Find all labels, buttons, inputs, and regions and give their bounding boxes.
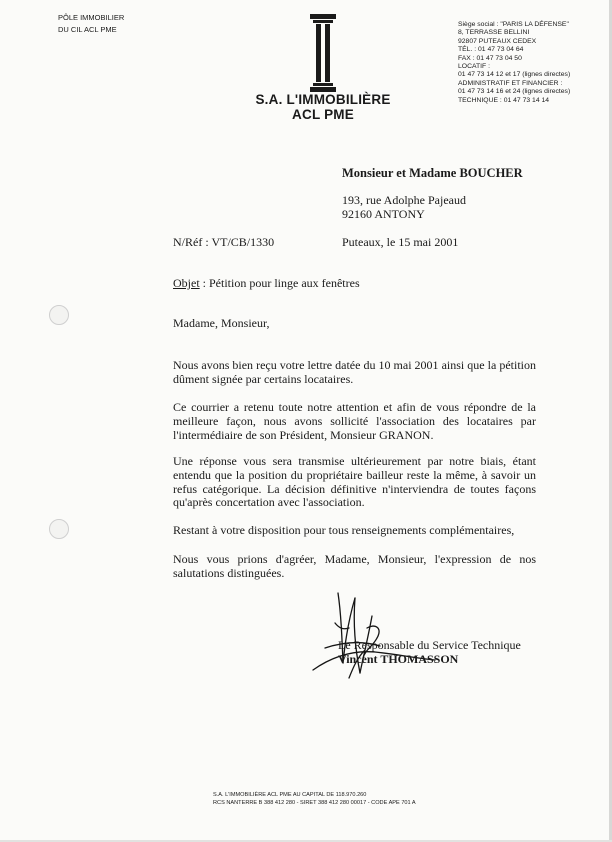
- paragraph-line: l'intermédiaire de son Président, Monsieur GRANON.: [173, 427, 434, 442]
- header-right-line: Siège social : "PARIS LA DÉFENSE": [458, 21, 569, 28]
- paragraph-line: Ce courrier a retenu toute notre attention et afin de vous répondre de la: [173, 400, 536, 414]
- paragraph-line: qu'après concertation avec l'association.: [173, 495, 365, 510]
- company-line1: S.A. L'IMMOBILIÈRE: [255, 92, 391, 107]
- header-left-line1: PÔLE IMMOBILIER: [58, 13, 125, 22]
- paragraph-4: [173, 524, 536, 538]
- subject-label: Objet: [173, 276, 200, 290]
- paragraph-1: [173, 359, 536, 387]
- paragraph-line: refus catégorique. La décision définitive n'interviendra de toutes façons: [173, 481, 536, 496]
- recipient-address-line1: 193, rue Adolphe Pajeaud: [342, 193, 466, 207]
- reference: N/Réf : VT/CB/1330: [173, 235, 275, 249]
- subject-line: [173, 276, 360, 291]
- paragraph-5: [173, 553, 536, 581]
- footer-line2: RCS NANTERRE B 388 412 280 - SIRET 388 412 280 00017 - CODE APE 701 A: [213, 800, 416, 806]
- header-left-block: [58, 12, 124, 36]
- header-right-line: ADMINISTRATIF ET FINANCIER :: [458, 79, 563, 87]
- paragraph-line: entendu que la position du propriétaire bailleur reste la même, à savoir un: [173, 467, 536, 482]
- paragraph-line: salutations distinguées.: [173, 565, 285, 580]
- signatory-title: Le Responsable du Service Technique: [338, 638, 521, 652]
- header-right-line: TÉL. : 01 47 73 04 64: [458, 46, 524, 54]
- paragraph-3: [173, 455, 536, 510]
- paragraph-line: Nous avons bien reçu votre lettre datée du 10 mai 2001 ainsi que la pétition: [173, 358, 536, 372]
- header-right-line: TECHNIQUE : 01 47 73 14 14: [458, 96, 550, 104]
- paragraph-2: [173, 401, 536, 442]
- signatory-name: Vincent THOMASSON: [338, 652, 459, 666]
- subject-text: : Pétition pour linge aux fenêtres: [199, 276, 360, 290]
- company-line2: ACL PME: [292, 107, 354, 122]
- header-right-line: 92807 PUTEAUX CEDEX: [458, 37, 537, 45]
- header-right-line: 01 47 73 14 12 et 17 (lignes directes): [458, 71, 571, 79]
- header-left-line2: DU CIL ACL PME: [58, 25, 117, 34]
- header-right-line: 01 47 73 14 16 et 24 (lignes directes): [458, 88, 571, 96]
- punch-hole-bottom: [49, 519, 69, 539]
- header-right-block: [458, 21, 570, 105]
- footer: [213, 791, 416, 807]
- paragraph-line: Une réponse vous sera transmise ultérieurement par notre biais, étant: [173, 454, 536, 468]
- paragraph-line: Restant à votre disposition pour tous renseignements complémentaires,: [173, 523, 515, 537]
- header-right-line: FAX : 01 47 73 04 50: [458, 54, 522, 62]
- header-right-line: LOCATIF :: [458, 63, 490, 71]
- punch-hole-top: [49, 305, 69, 325]
- header-right-line: 8, TERRASSE BELLINI: [458, 29, 530, 37]
- letter-date: Puteaux, le 15 mai 2001: [342, 235, 459, 249]
- paragraph-line: meilleure façon, nous avons sollicité l'association des locataires par: [173, 413, 536, 428]
- company-name: [250, 92, 396, 122]
- recipient-address-line2: 92160 ANTONY: [342, 207, 425, 221]
- recipient-name: Monsieur et Madame BOUCHER: [342, 166, 523, 180]
- footer-line1: S.A. L'IMMOBILIÈRE ACL PME AU CAPITAL DE 118.970.260: [213, 792, 367, 798]
- paragraph-line: dûment signée par certains locataires.: [173, 371, 354, 386]
- column-logo-icon: [305, 14, 341, 94]
- greeting: Madame, Monsieur,: [173, 316, 270, 330]
- paragraph-line: Nous vous prions d'agréer, Madame, Monsieur, l'expression de nos: [173, 552, 536, 566]
